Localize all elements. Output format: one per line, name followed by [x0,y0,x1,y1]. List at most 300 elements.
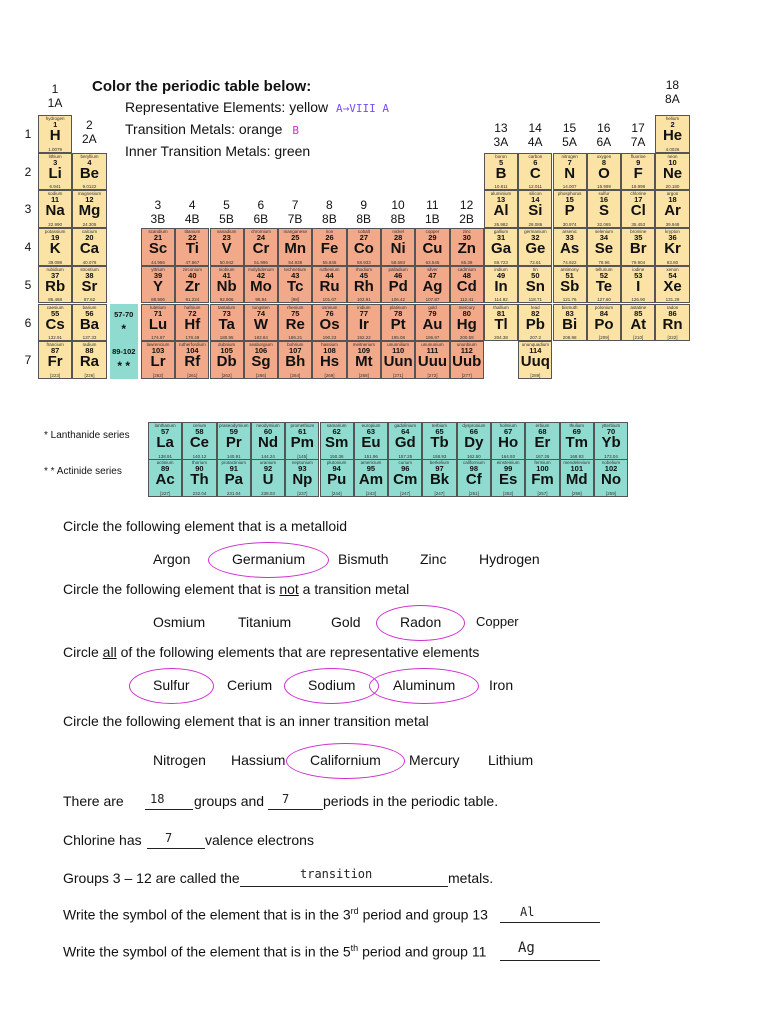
element-symbol: Np [292,471,313,488]
element-symbol: Th [190,471,209,488]
element-cell-indium[interactable] [484,266,518,304]
element-cell-carbon[interactable] [518,153,552,191]
option-hassium[interactable]: Hassium [231,752,286,768]
element-name: beryllium [80,153,99,159]
element-cell-antimony[interactable] [553,266,587,304]
atomic-number: 10 [668,157,677,167]
element-cell-fermium[interactable] [525,459,559,497]
element-symbol: Y [153,277,164,295]
element-name: seaborgium [249,342,273,348]
element-cell-astatine[interactable] [621,304,655,342]
element-cell-phosphorus[interactable] [553,190,587,228]
element-symbol: Al [493,202,509,220]
atomic-number: 6 [533,157,538,167]
element-cell-promethium[interactable] [285,422,319,460]
group-number: 6 [257,198,265,212]
atomic-number: 94 [332,464,341,473]
element-cell-cobalt[interactable] [347,228,381,266]
element-symbol: Ti [185,240,199,258]
element-cell-mercury[interactable] [450,304,484,342]
element-cell-zinc[interactable] [450,228,484,266]
option-bismuth[interactable]: Bismuth [338,551,389,567]
element-name: europium [361,423,381,428]
element-cell-thorium[interactable] [182,459,216,497]
atomic-number: 111 [426,346,439,356]
element-cell-ununquadium[interactable] [518,341,552,379]
element-cell-thulium[interactable] [560,422,594,460]
element-cell-magnesium[interactable] [72,190,106,228]
atomic-mass: 164.93 [501,453,516,459]
element-symbol: Rb [45,277,66,295]
element-name: lithium [48,153,62,159]
element-cell-aluminium[interactable] [484,190,518,228]
atomic-number: 75 [291,308,300,318]
element-name: yttrium [151,266,165,272]
option-argon[interactable]: Argon [153,551,191,567]
group-roman: 8A [665,92,680,106]
element-name: hafnium [184,304,201,310]
group-roman: 4A [527,135,543,149]
element-cell-beryllium[interactable] [72,153,106,191]
atomic-number: 102 [604,464,618,473]
element-cell-europium[interactable] [354,422,388,460]
group-number: 18 [665,78,680,92]
element-cell-palladium[interactable] [381,266,415,304]
atomic-mass: [271] [393,372,404,378]
element-cell-plutonium[interactable] [320,459,354,497]
element-cell-lead[interactable] [518,304,552,342]
element-cell-holmium[interactable] [491,422,525,460]
blank-valence[interactable] [147,848,205,849]
atomic-mass: 95.94 [255,297,267,303]
atomic-number: 63 [366,427,376,436]
element-cell-hafnium[interactable] [175,304,209,342]
group-roman: 6B [253,212,269,226]
legend-inner-transition [125,143,310,159]
element-cell-manganese[interactable] [278,228,312,266]
blank-symbol-p5[interactable] [500,960,600,961]
element-name: manganese [283,229,307,235]
element-symbol: Tm [565,434,588,451]
element-cell-tin[interactable] [518,266,552,304]
element-symbol: Cm [393,471,418,488]
element-cell-fluorine[interactable] [621,153,655,191]
option-nitrogen[interactable]: Nitrogen [153,752,206,768]
element-cell-rutherfordium[interactable] [175,341,209,379]
atomic-mass: 200.59 [459,335,474,341]
element-cell-cadmium[interactable] [450,266,484,304]
element-cell-neptunium[interactable] [285,459,319,497]
element-cell-francium[interactable] [38,341,72,379]
element-cell-samarium[interactable] [320,422,354,460]
atomic-number: 99 [503,464,513,473]
element-symbol: Uuq [520,353,550,371]
element-cell-germanium[interactable] [518,228,552,266]
group-number: 17 [631,121,645,135]
element-cell-ytterbium[interactable] [594,422,628,460]
atomic-mass: [223] [50,372,61,378]
element-cell-osmium[interactable] [312,304,346,342]
group-number: 12 [459,198,474,212]
atomic-mass: 55.845 [322,259,337,265]
element-cell-niobium[interactable] [210,266,244,304]
element-cell-tungsten[interactable] [244,304,278,342]
element-symbol: Nb [216,277,237,295]
element-cell-bohrium[interactable] [278,341,312,379]
element-cell-caesium[interactable] [38,304,72,342]
element-cell-einsteinium[interactable] [491,459,525,497]
element-cell-praseodymium[interactable] [217,422,251,460]
atomic-mass: [210] [633,335,644,341]
element-cell-mendelevium[interactable] [560,459,594,497]
group-roman: 1B [424,212,440,226]
element-name: helium [665,116,680,121]
element-cell-bismuth[interactable] [553,304,587,342]
element-name: ruthenium [319,266,340,272]
group-number: 14 [528,121,542,135]
element-cell-sulfur[interactable] [587,190,621,228]
option-hydrogen[interactable]: Hydrogen [479,551,540,567]
atomic-number: 43 [291,270,300,280]
worksheet-title: Color the periodic table below: [92,78,312,95]
element-cell-berkelium[interactable] [422,459,456,497]
element-cell-rhodium[interactable] [347,266,381,304]
atomic-mass: [257] [537,490,548,496]
answer-groups: 18 [150,792,165,806]
element-cell-americium[interactable] [354,459,388,497]
blank-periods[interactable] [268,809,323,810]
atomic-mass: [289] [530,372,541,378]
atomic-mass: [264] [290,372,301,378]
element-symbol: Nd [258,434,279,451]
element-cell-bromine[interactable] [621,228,655,266]
element-symbol: Cl [630,202,646,220]
option-lithium[interactable]: Lithium [488,752,534,768]
option-cerium[interactable]: Cerium [227,677,273,693]
element-cell-iodine[interactable] [621,266,655,304]
fill-chlorine-a: Chlorine has [63,832,142,848]
element-cell-copper[interactable] [415,228,449,266]
atomic-mass: 144.24 [261,453,275,459]
atomic-number: 97 [435,464,444,473]
element-name: uranium [259,460,277,465]
group-number: 4 [188,198,196,212]
element-cell-dysprosium[interactable] [457,422,491,460]
element-symbol: Ce [189,434,210,451]
atomic-mass: [226] [84,372,95,378]
atomic-mass: 150.36 [329,453,344,459]
element-cell-terbium[interactable] [422,422,456,460]
element-symbol: Uuu [417,353,448,371]
element-cell-radon[interactable] [655,304,689,342]
element-cell-arsenic[interactable] [553,228,587,266]
element-cell-zirconium[interactable] [175,266,209,304]
atomic-number: 67 [503,427,513,436]
atomic-mass: 231.04 [226,490,241,496]
group-roman: 3A [493,135,509,149]
element-cell-silicon[interactable] [518,190,552,228]
element-symbol: Se [594,240,614,258]
atomic-number: 14 [531,195,540,205]
option-iron[interactable]: Iron [489,677,514,693]
element-cell-sodium[interactable] [38,190,72,228]
group-roman: 2A [81,132,97,146]
element-symbol: Ne [662,164,683,182]
element-name: thulium [569,423,584,428]
element-cell-gallium[interactable] [484,228,518,266]
period-label-4: 4 [24,240,32,255]
option-sulfur[interactable]: Sulfur [153,677,190,693]
fill-groups-3-12-a: Groups 3 – 12 are called the [63,870,240,886]
option-zinc[interactable]: Zinc [420,551,447,567]
element-cell-argon[interactable] [655,190,689,228]
element-cell-iron[interactable] [312,228,346,266]
element-symbol: Gd [394,434,416,451]
element-cell-potassium[interactable] [38,228,72,266]
group-label-14 [520,121,550,149]
atomic-number: 74 [256,308,266,318]
element-cell-boron[interactable] [484,153,518,191]
element-symbol: P [564,202,575,220]
option-radon[interactable]: Radon [400,614,442,630]
option-sodium[interactable]: Sodium [308,677,356,693]
element-symbol: In [494,277,508,295]
element-symbol: Bh [285,353,306,371]
element-name: indium [494,266,508,272]
element-cell-silver[interactable] [415,266,449,304]
element-cell-seaborgium[interactable] [244,341,278,379]
element-cell-meitnerium[interactable] [347,341,381,379]
atomic-number: 9 [636,157,641,167]
element-cell-neodymium[interactable] [251,422,285,460]
element-cell-erbium[interactable] [525,422,559,460]
element-name: chromium [251,229,271,235]
atomic-mass: 72.61 [529,259,541,265]
question-metalloid: Circle the following element that is a metalloid [63,518,348,534]
element-cell-lanthanum[interactable] [148,422,182,460]
option-germanium[interactable]: Germanium [232,551,306,567]
atomic-number: 85 [634,308,643,318]
option-mercury[interactable]: Mercury [409,752,460,768]
fill-groups-periods-c: periods in the periodic table. [323,793,499,809]
element-cell-barium[interactable] [72,304,106,342]
option-californium[interactable]: Californium [310,752,381,768]
element-cell-lutetium[interactable] [141,304,175,342]
element-cell-platinum[interactable] [381,304,415,342]
element-symbol: Zr [184,277,200,295]
atomic-mass: [227] [160,490,171,496]
atomic-number: 62 [332,427,341,436]
atomic-number: 68 [538,427,547,436]
atomic-number: 69 [572,427,581,436]
atomic-mass: 162.50 [466,453,481,459]
element-cell-chlorine[interactable] [621,190,655,228]
fill-symbol-p5-a: Write the symbol of the element that is in the 5 [63,943,351,960]
element-cell-gadolinium[interactable] [388,422,422,460]
option-aluminum[interactable]: Aluminum [393,677,456,693]
atomic-number: 24 [256,233,266,243]
blank-groups[interactable] [145,809,193,810]
blank-symbol-p3[interactable] [500,922,600,923]
option-copper[interactable]: Copper [476,614,519,629]
lanthanide-series-label: * Lanthanide series [44,430,130,441]
element-cell-hydrogen[interactable] [38,115,72,153]
element-cell-radium[interactable] [72,341,106,379]
atomic-mass: 106.42 [391,297,406,303]
atomic-mass: [261] [187,372,198,378]
element-name: fermium [534,460,551,465]
atomic-mass: 138.91 [158,453,173,459]
element-symbol: Pb [525,315,545,333]
atomic-mass: 168.93 [569,453,584,459]
element-cell-chromium[interactable] [244,228,278,266]
atomic-number: 71 [153,308,163,318]
element-cell-vanadium[interactable] [210,228,244,266]
element-symbol: Ni [390,240,406,258]
element-name: neon [667,153,678,159]
group-number: 16 [597,121,611,135]
period-label-3: 3 [24,202,32,217]
atomic-mass: 127.60 [597,297,611,303]
element-cell-technetium[interactable] [278,266,312,304]
element-cell-iridium[interactable] [347,304,381,342]
element-symbol: Fr [47,353,63,371]
atomic-mass: 126.90 [631,297,646,303]
element-name: nobelium [601,460,621,465]
atomic-mass: [209] [598,335,609,341]
element-cell-strontium[interactable] [72,266,106,304]
element-name: lead [531,304,540,310]
element-name: thallium [493,304,509,310]
element-cell-yttrium[interactable] [141,266,175,304]
element-cell-oxygen[interactable] [587,153,621,191]
atomic-number: 13 [496,195,506,205]
element-cell-titanium[interactable] [175,228,209,266]
element-symbol: Am [358,471,384,488]
atomic-mass: 131.29 [665,297,680,303]
element-cell-ununnilium[interactable] [381,341,415,379]
atomic-mass: 63.546 [425,259,440,265]
element-name: neptunium [291,460,313,465]
element-cell-actinium[interactable] [148,459,182,497]
element-cell-tellurium[interactable] [587,266,621,304]
element-symbol: As [560,240,580,258]
element-cell-scandium[interactable] [141,228,175,266]
element-name: phosphorus [557,191,582,197]
group-label-2 [74,118,104,146]
element-cell-unununium[interactable] [415,341,449,379]
atomic-mass: [268] [358,372,369,378]
group-roman: 5B [219,212,234,226]
element-cell-krypton[interactable] [655,228,689,266]
element-symbol: Ga [491,240,512,258]
element-cell-lithium[interactable] [38,153,72,191]
element-cell-neon[interactable] [655,153,689,191]
element-cell-protactinium[interactable] [217,459,251,497]
element-cell-ruthenium[interactable] [312,266,346,304]
element-cell-thallium[interactable] [484,304,518,342]
atomic-number: 12 [85,195,94,205]
option-titanium[interactable]: Titanium [238,614,292,630]
element-cell-uranium[interactable] [251,459,285,497]
element-name: osmium [321,304,338,310]
element-cell-rhenium[interactable] [278,304,312,342]
atomic-mass: 137.33 [82,335,97,341]
element-cell-californium[interactable] [457,459,491,497]
element-cell-calcium[interactable] [72,228,106,266]
atomic-mass: [145] [297,453,308,459]
atomic-mass: 35.453 [631,222,646,228]
atomic-mass: 114.82 [494,297,508,303]
blank-groups-3-12[interactable] [240,886,448,887]
element-cell-helium[interactable] [655,115,689,153]
atomic-mass: 78.96 [598,259,610,265]
element-name: gadolinium [394,423,417,428]
element-symbol: Db [216,353,237,371]
element-cell-selenium[interactable] [587,228,621,266]
element-cell-cerium[interactable] [182,422,216,460]
element-symbol: Sn [525,277,545,295]
option-gold[interactable]: Gold [331,614,361,630]
atomic-mass: 121.76 [562,297,577,303]
option-osmium[interactable]: Osmium [153,614,206,630]
element-name: nitrogen [561,153,578,159]
element-cell-gold[interactable] [415,304,449,342]
atomic-number: 27 [359,233,368,243]
element-cell-polonium[interactable] [587,304,621,342]
element-cell-lawrencium[interactable] [141,341,175,379]
element-cell-ununbium[interactable] [450,341,484,379]
element-cell-tantalum[interactable] [210,304,244,342]
element-cell-nobelium[interactable] [594,459,628,497]
element-cell-curium[interactable] [388,459,422,497]
element-symbol: Os [319,315,340,333]
atomic-number: 4 [87,157,92,167]
element-name: scandium [148,229,168,235]
atomic-number: 28 [393,233,403,243]
atomic-number: 7 [567,157,572,167]
atomic-mass: 74.922 [562,259,577,265]
atomic-mass: 204.38 [494,335,508,341]
atomic-mass: 40.078 [82,259,97,265]
group-roman: 7B [287,212,303,226]
legend-transition-text: Transition Metals: orange [125,121,283,137]
element-name: argon [666,191,679,197]
atomic-number: 98 [469,464,478,473]
element-symbol: K [49,240,61,258]
element-symbol: Zn [457,240,476,258]
element-cell-dubnium[interactable] [210,341,244,379]
element-name: astatine [630,304,647,310]
element-cell-nitrogen[interactable] [553,153,587,191]
element-cell-hassium[interactable] [312,341,346,379]
atomic-mass: 196.97 [425,335,440,341]
group-roman: 6A [596,135,612,149]
element-symbol: La [156,434,174,451]
element-name: calcium [81,229,98,235]
element-cell-nickel[interactable] [381,228,415,266]
element-cell-xenon[interactable] [655,266,689,304]
element-symbol: Pm [290,434,314,451]
element-name: fluorine [630,153,646,159]
group-label-13 [486,121,516,149]
atomic-number: 22 [188,233,197,243]
element-name: ytterbium [601,423,621,428]
element-cell-rubidium[interactable] [38,266,72,304]
legend-representative-text: Representative Elements: yellow [125,99,329,115]
element-cell-molybdenum[interactable] [244,266,278,304]
atomic-mass: 79.904 [631,259,646,265]
